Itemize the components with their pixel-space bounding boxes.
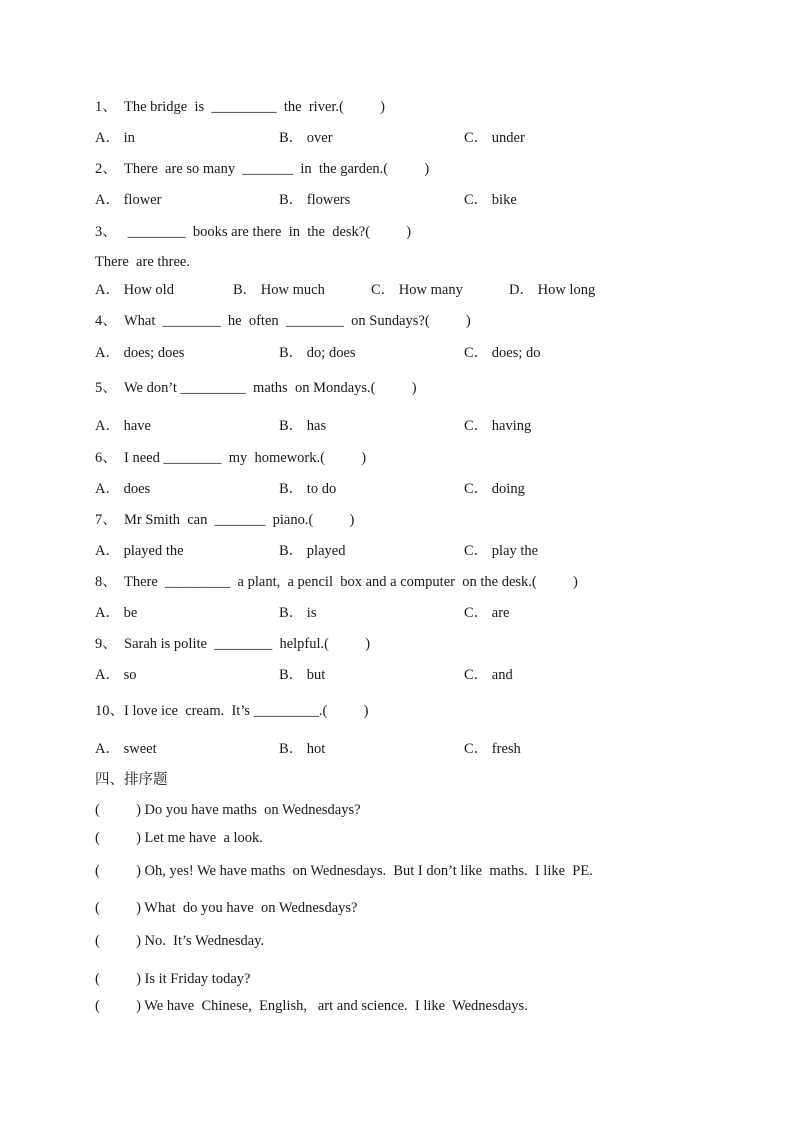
q2-option-b: B． flowers [279, 192, 351, 208]
question-2-stem: 2、 There are so many _______ in the garden.( ) [95, 161, 430, 177]
ordering-line-2: ( ) Let me have a look. [95, 830, 263, 846]
ordering-line-6: ( ) Is it Friday today? [95, 971, 251, 987]
q3-option-d: D． How long [509, 282, 596, 298]
q5-option-b: B． has [279, 418, 327, 434]
q9-option-a: A． so [95, 667, 137, 683]
q6-option-b: B． to do [279, 481, 337, 497]
q7-option-b: B． played [279, 543, 346, 559]
q1-option-b: B． over [279, 130, 333, 146]
q9-option-b: B． but [279, 667, 326, 683]
question-10-stem: 10、I love ice cream. It’s _________.( ) [95, 703, 369, 719]
q4-option-c: C． does; do [464, 345, 541, 361]
q8-option-b: B． is [279, 605, 317, 621]
q5-option-a: A． have [95, 418, 151, 434]
question-8-stem: 8、 There _________ a plant, a pencil box and a computer on the desk.( ) [95, 574, 578, 590]
question-3-stem: 3、 ________ books are there in the desk?( ) [95, 224, 412, 240]
q1-option-c: C． under [464, 130, 525, 146]
question-9-stem: 9、 Sarah is polite ________ helpful.( ) [95, 636, 371, 652]
q4-option-b: B． do; does [279, 345, 356, 361]
question-3-context: There are three. [95, 254, 190, 270]
q2-option-c: C． bike [464, 192, 517, 208]
q7-option-a: A． played the [95, 543, 184, 559]
q7-option-c: C． play the [464, 543, 539, 559]
ordering-line-7: ( ) We have Chinese, English, art and science. I like Wednesdays. [95, 998, 528, 1014]
q3-option-a: A． How old [95, 282, 174, 298]
question-5-stem: 5、 We don’t _________ maths on Mondays.( ) [95, 380, 417, 396]
question-7-stem: 7、 Mr Smith can _______ piano.( ) [95, 512, 355, 528]
q2-option-a: A． flower [95, 192, 162, 208]
q6-option-a: A． does [95, 481, 151, 497]
q10-option-c: C． fresh [464, 741, 521, 757]
question-1-stem: 1、 The bridge is _________ the river.( ) [95, 99, 385, 115]
question-6-stem: 6、 I need ________ my homework.( ) [95, 450, 367, 466]
q9-option-c: C． and [464, 667, 513, 683]
q4-option-a: A． does; does [95, 345, 185, 361]
ordering-line-1: ( ) Do you have maths on Wednesdays? [95, 802, 361, 818]
q6-option-c: C． doing [464, 481, 525, 497]
q8-option-a: A． be [95, 605, 138, 621]
q3-option-c: C． How many [371, 282, 463, 298]
ordering-line-3: ( ) Oh, yes! We have maths on Wednesdays. But I don’t like maths. I like PE. [95, 863, 593, 879]
section-heading-ordering: 四、排序题 [95, 772, 168, 788]
q1-option-a: A． in [95, 130, 135, 146]
question-4-stem: 4、 What ________ he often ________ on Sundays?( ) [95, 313, 471, 329]
q10-option-b: B． hot [279, 741, 326, 757]
q5-option-c: C． having [464, 418, 532, 434]
q3-option-b: B． How much [233, 282, 325, 298]
q8-option-c: C． are [464, 605, 510, 621]
ordering-line-4: ( ) What do you have on Wednesdays? [95, 900, 358, 916]
q10-option-a: A． sweet [95, 741, 157, 757]
ordering-line-5: ( ) No. It’s Wednesday. [95, 933, 265, 949]
